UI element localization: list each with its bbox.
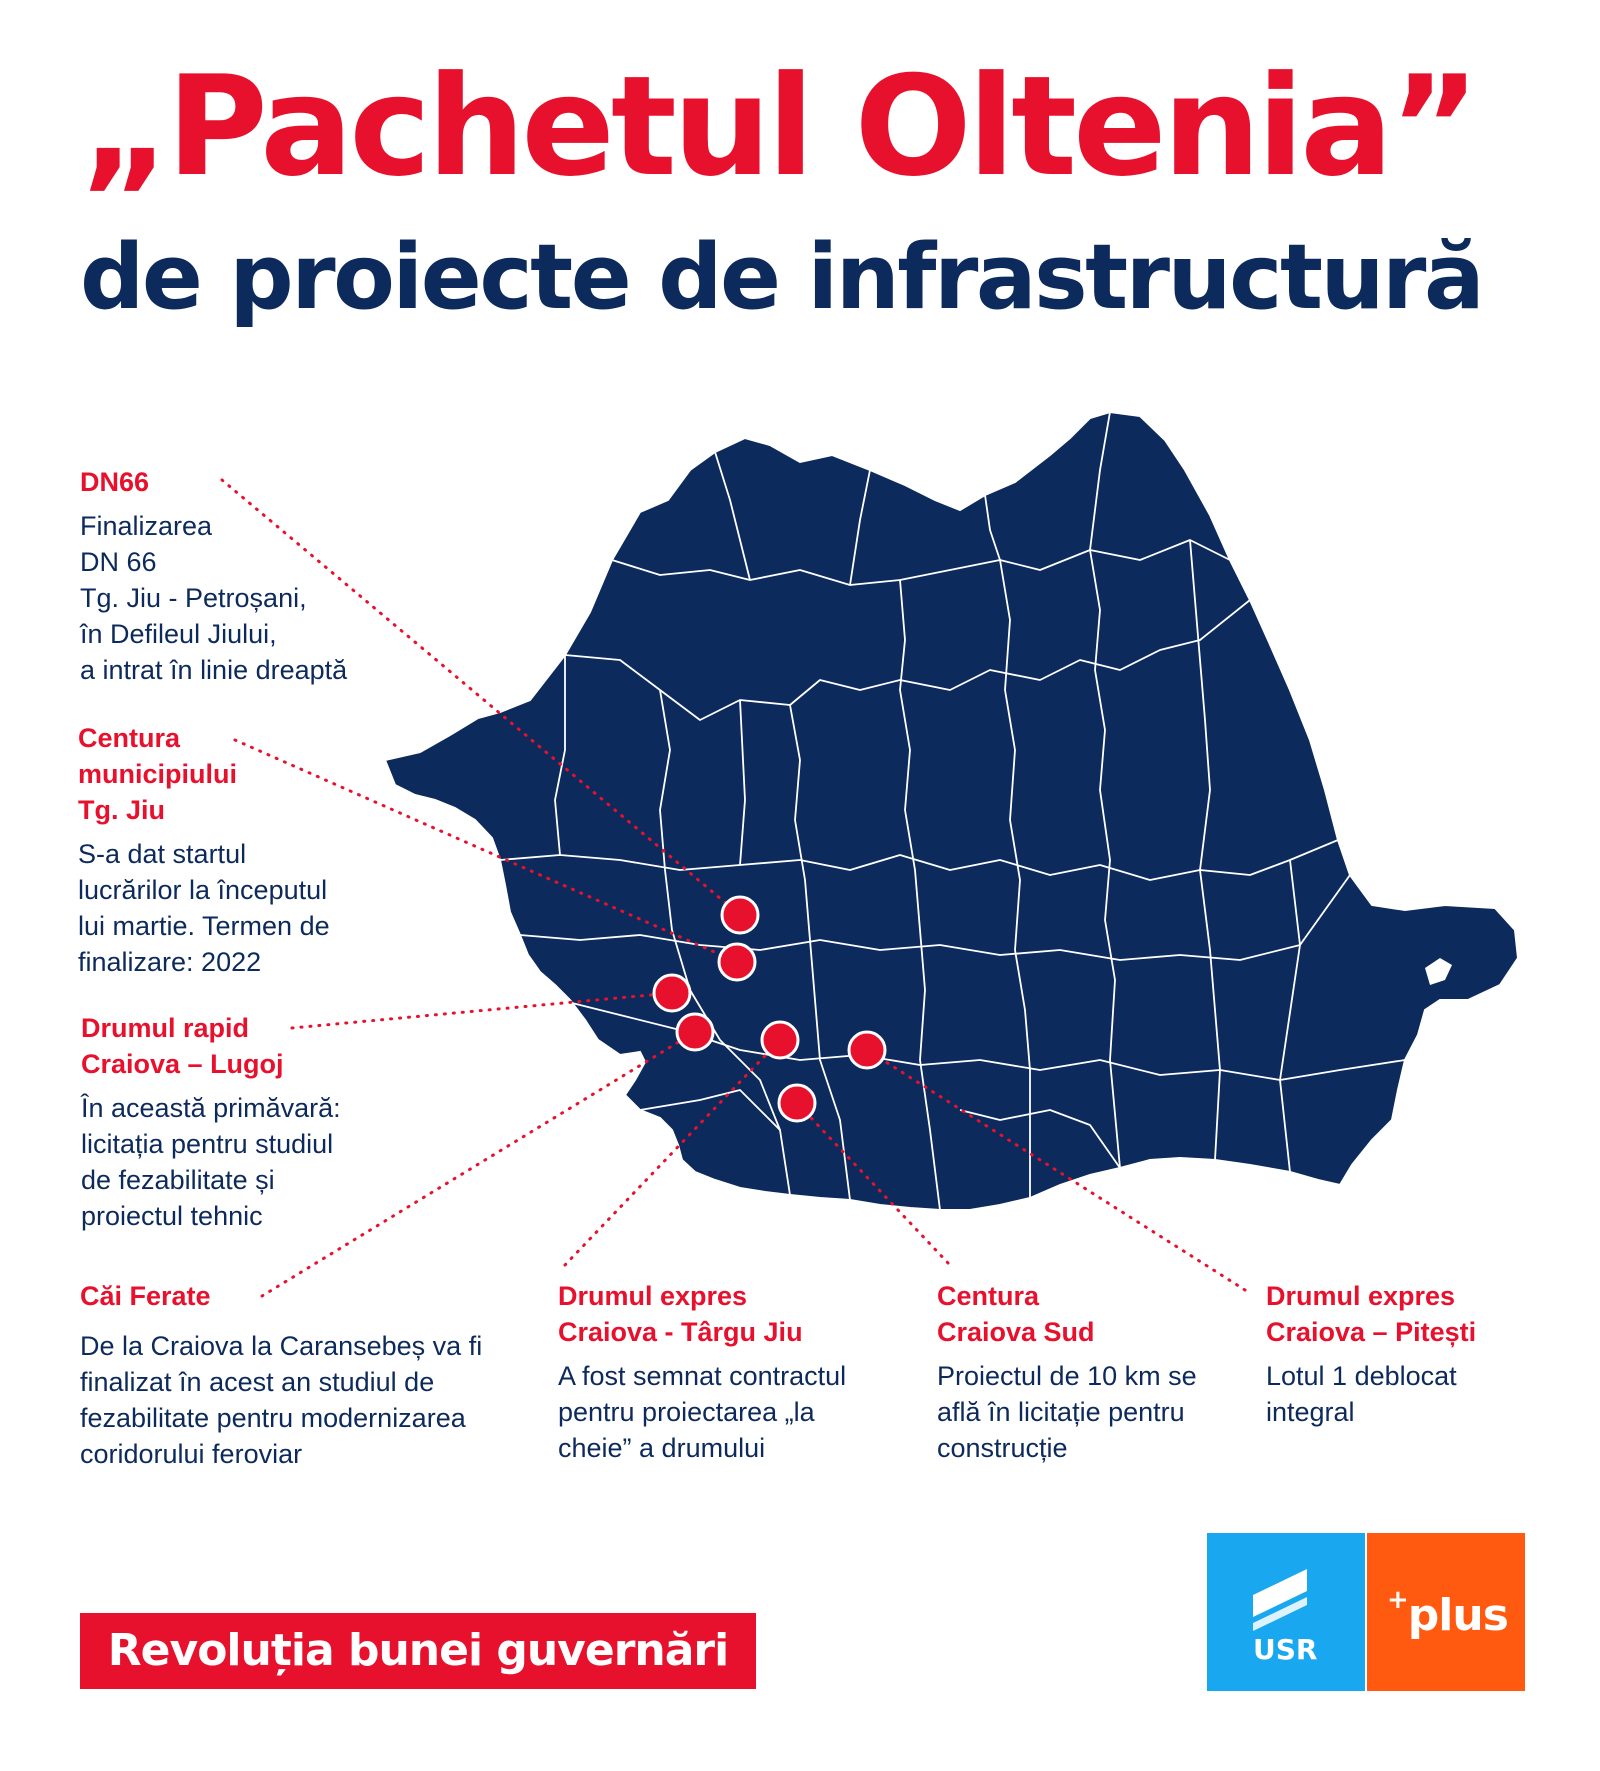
page-subtitle: de proiecte de infrastructură [80,225,1483,330]
usr-flag-icon [1207,1533,1365,1691]
desc-line: Lotul 1 deblocat [1266,1361,1457,1391]
project-centura-tg-jiu [78,720,330,980]
marker-craiova-lugoj-1 [654,975,690,1011]
title-line: municipiului [78,759,237,789]
desc-line: finalizat în acest an studiul de [80,1367,435,1397]
project-description [81,1090,341,1234]
project-title [1266,1278,1476,1350]
title-line: Centura [78,723,181,753]
title-line: Drumul expres [1266,1281,1456,1311]
page-title: „Pachetul Oltenia” [80,46,1477,207]
marker-cai-ferate [677,1014,713,1050]
desc-line: licitația pentru studiul [81,1129,334,1159]
plus-logo-text [1387,1585,1508,1641]
desc-line: proiectul tehnic [81,1201,263,1231]
slogan-banner: Revoluția bunei guvernări [80,1613,756,1689]
desc-line: construcție [937,1433,1068,1463]
project-title [558,1278,846,1350]
project-title [80,464,347,500]
desc-line: în Defileul Jiului, [80,619,277,649]
title-line: DN66 [80,467,150,497]
desc-line: În această primăvară: [81,1093,341,1123]
desc-line: cheie” a drumului [558,1433,766,1463]
title-line: Craiova Sud [937,1317,1095,1347]
plus-word: plus [1407,1590,1508,1641]
desc-line: lui martie. Termen de [78,911,330,941]
desc-line: De la Craiova la Caransebeș va fi [80,1331,483,1361]
title-line: Craiova – Pitești [1266,1317,1477,1347]
desc-line: integral [1266,1397,1355,1427]
desc-line: pentru proiectarea „la [558,1397,815,1427]
marker-centura-tg-jiu [719,944,755,980]
title-line: Drumul rapid [81,1013,250,1043]
title-line: Craiova - Târgu Jiu [558,1317,803,1347]
desc-line: S-a dat startul [78,839,247,869]
desc-line: fezabilitate pentru modernizarea [80,1403,466,1433]
project-craiova-lugoj [81,1010,341,1234]
desc-line: coridorului feroviar [80,1439,303,1469]
usr-logo [1207,1533,1365,1691]
desc-line: a intrat în linie dreaptă [80,655,348,685]
project-title [81,1010,341,1082]
project-title [937,1278,1197,1350]
project-description [80,508,347,688]
project-dn66 [80,464,347,688]
desc-line: Tg. Jiu - Petroșani, [80,583,307,613]
project-description [558,1358,846,1466]
plus-logo [1367,1533,1525,1691]
marker-centura-craiova-sud [779,1085,815,1121]
project-centura-craiova-sud [937,1278,1197,1466]
marker-craiova-targu-jiu [762,1022,798,1058]
project-title [80,1278,482,1314]
title-line: Căi Ferate [80,1281,211,1311]
project-description [937,1358,1197,1466]
project-description [80,1328,482,1472]
desc-line: finalizare: 2022 [78,947,262,977]
usr-logo-text: USR [1253,1633,1318,1666]
desc-line: Proiectul de 10 km se [937,1361,1197,1391]
desc-line: află în licitație pentru [937,1397,1185,1427]
project-title [78,720,330,828]
desc-line: lucrărilor la începutul [78,875,328,905]
romania-outline [385,412,1518,1210]
project-cai-ferate [80,1278,482,1472]
plus-sign: + [1387,1585,1408,1615]
title-line: Craiova – Lugoj [81,1049,284,1079]
marker-craiova-pitesti [849,1032,885,1068]
desc-line: Finalizarea [80,511,213,541]
title-line: Tg. Jiu [78,795,165,825]
project-craiova-targu-jiu [558,1278,846,1466]
project-description [1266,1358,1476,1430]
marker-dn66 [722,897,758,933]
title-line: Centura [937,1281,1040,1311]
desc-line: DN 66 [80,547,157,577]
desc-line: de fezabilitate și [81,1165,275,1195]
desc-line: A fost semnat contractul [558,1361,847,1391]
project-description [78,836,330,980]
project-craiova-pitesti [1266,1278,1476,1430]
title-line: Drumul expres [558,1281,748,1311]
